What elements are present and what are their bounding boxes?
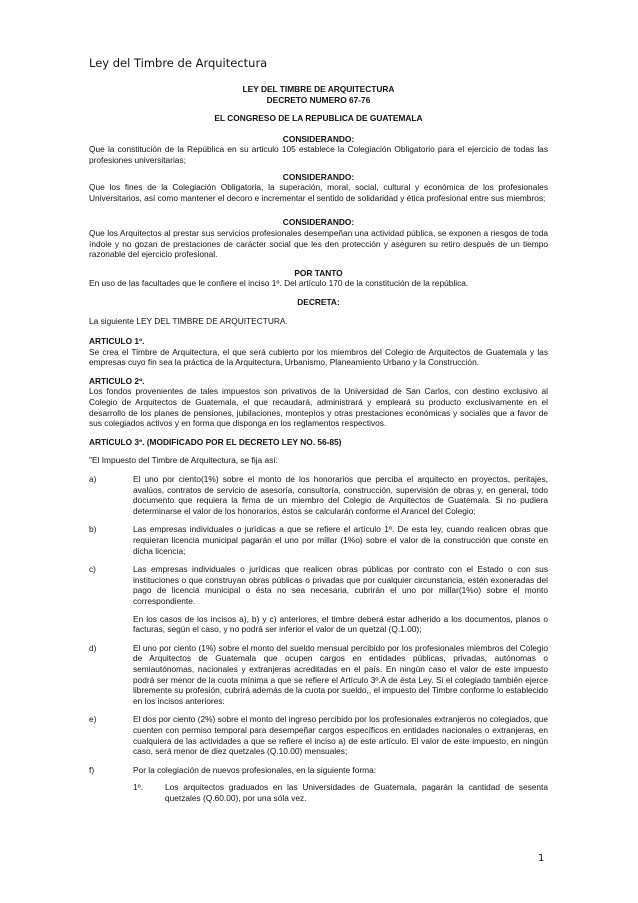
item-text: Las empresas individuales o jurídicas a que se refiere el artículo 1º. De esta ley, cuando realicen obras que requieran licencia municipal pagarán el uno por millar (1%o) sobre el valor de la construcción que conste en dicha licencia;	[133, 524, 548, 556]
list-item	[89, 474, 548, 516]
item-text: El dos por ciento (2%) sobre el monto del ingreso percibido por los profesionales extranjeros no colegiados, que cuenten con permiso temporal para desempeñar cargos específicos en entidades nacionales o extranjeras, en cualquiera de las actividades a que se refiere el inciso a) de este artículo. El valor de este impuesto, en ningún caso, será menor de diez quetzales (Q.10.00) mensuales;	[133, 714, 548, 757]
decreta-text: La siguiente LEY DEL TIMBRE DE ARQUITECTURA.	[89, 315, 288, 326]
considerando-heading-1: CONSIDERANDO:	[282, 133, 355, 144]
sub-item-label: 1º.	[133, 782, 144, 793]
document-body	[89, 84, 548, 803]
item-label: b)	[89, 524, 97, 535]
item-text: Por la colegiación de nuevos profesionales, en la siguiente forma:	[133, 764, 377, 775]
issuer: EL CONGRESO DE LA REPUBLICA DE GUATEMALA	[214, 113, 423, 124]
por-tanto-heading: POR TANTO	[294, 267, 343, 278]
page-number: 1	[538, 853, 545, 864]
considerando-text-1: Que la constitución de la República en su articulo 105 establece la Colegiación Obligatorio para el ejercicio de todas las profesiones universitarias;	[89, 144, 548, 165]
considerando-heading-3: CONSIDERANDO:	[282, 217, 355, 228]
item-text: Las empresas individuales o jurídicas que realicen obras públicas por contrato con el Estado o con sus instituciones o que construyan obras públicas o privadas que por cualquier circunstancia, estén exoneradas del pago de licencia municipal o ésta no sea necesaria, cubrirán el uno por millar(1%o) sobre el monto correspondiente.	[133, 564, 548, 606]
running-header: Ley del Timbre de Arquitectura	[89, 56, 268, 70]
list-item	[89, 765, 548, 776]
item-label: a)	[89, 474, 97, 485]
sub-list-item	[133, 782, 548, 803]
item-label: d)	[89, 642, 97, 653]
por-tanto-text: En uso de las facultades que le confiere el inciso 1º. Del artículo 170 de la constitución de la república.	[89, 278, 469, 289]
list-item	[89, 714, 548, 756]
list-item	[89, 524, 548, 556]
list-item	[89, 643, 548, 707]
articulo-1-heading: ARTICULO 1º.	[89, 336, 145, 347]
item-label: e)	[89, 714, 97, 725]
considerando-text-3: Que los Arquitectos al prestar sus servicios profesionales desempeñan una actividad pública, se exponen a riesgos de toda índole y no gozan de prestaciones de carácter social que les den protección y aseguren su retiro después de un tiempo razonable del ejercicio profesional.	[89, 227, 548, 260]
sub-item-text: Los arquitectos graduados en las Universidades de Guatemala, pagarán la cantidad de sesenta quetzales (Q.60.00), por una sóla vez.	[165, 782, 548, 803]
decree-number: DECRETO NUMERO 67-76	[266, 94, 371, 105]
note-after-item-c: En los casos de los incisos a), b) y c) anteriores, el timbre deberá estar adherido a los documentos, planos o facturas, según el caso, y no podrá ser inferior el valor de un quetzal (Q.1.00);	[133, 613, 548, 635]
list-item	[89, 564, 548, 606]
articulo-1-text: Se crea el Timbre de Arquitectura, el que será cubierto por los miembros del Colegio de Arquitectos de Guatemala y las empresas cuyo fin sea la práctica de la Arquitectura, Urbanismo, Planeamiento Urbano y la Construcción.	[89, 346, 548, 368]
law-title: LEY DEL TIMBRE DE ARQUITECTURA	[242, 84, 395, 94]
item-label: f)	[89, 764, 95, 775]
considerando-text-2: Que los fines de la Colegiación Obligatoria, la superación, moral, social, cultural y económica de los profesionales Universitarios, así como mantener el decoro e incrementar el sentido de solidaridad y ética profesional entre sus miembros;	[89, 182, 548, 203]
articulo-3-intro: "El Impuesto del Timbre de Arquitectura, se fija así:	[89, 455, 278, 466]
articulo-2-heading: ARTICULO 2º.	[89, 375, 145, 386]
considerando-heading-2: CONSIDERANDO:	[282, 171, 355, 182]
decreta-heading: DECRETA:	[297, 296, 340, 307]
articulo-3-heading: ARTICULO 3º. (MODIFICADO POR EL DECRETO LEY NO. 56-85)	[89, 436, 342, 447]
item-text: El uno por ciento (1%) sobre el monto del sueldo mensual percibido por los profesionales miembros del Colegio de Arquitectos de Guatemala que ocupen cargos en entidades públicas, privadas, autónomas o semiautónomas, nacionales y extranjeras acreditadas en el país. En ningún caso el valor de este impuesto podrá ser menor de la cuota mínima a que se refiere el Artículo 3º.A de ésta Ley. Si el colegiado también ejerce libremente su profesión, cubrirá además de la cuota por sueldo,, el impuesto del Timbre conforme lo establecido en los incisos anteriores:	[133, 642, 548, 706]
articulo-2-text: Los fondos provenientes de tales impuestos son privativos de la Universidad de San Carlos, con destino exclusivo al Colegio de Arquitectos de Guatemala, el que recaudará, administrará y empleará su producto exclusivamente en el desarrollo de los planes de pensiones, jubilaciones, montepíos y otras prestaciones económicas y sociales que a favor de sus colegiados activos y en forma que disponga en los reglamentos respectivos.	[89, 386, 548, 429]
item-text: El uno por ciento(1%) sobre el monto de los honorarios que perciba el arquitecto en proyectos, peritajes, avalúos, contratos de servicio de asesoría, consultoría, construcción, supervisión de obras y, en general, todo documento que requiera la firma de un miembro del Colegio de Arquitectos de Guatemala. Si no pudiera determinarse el valor de los honorarios, éstos se calcularán conforme el Arancel del Colegio;	[133, 474, 548, 516]
item-label: c)	[89, 564, 96, 575]
